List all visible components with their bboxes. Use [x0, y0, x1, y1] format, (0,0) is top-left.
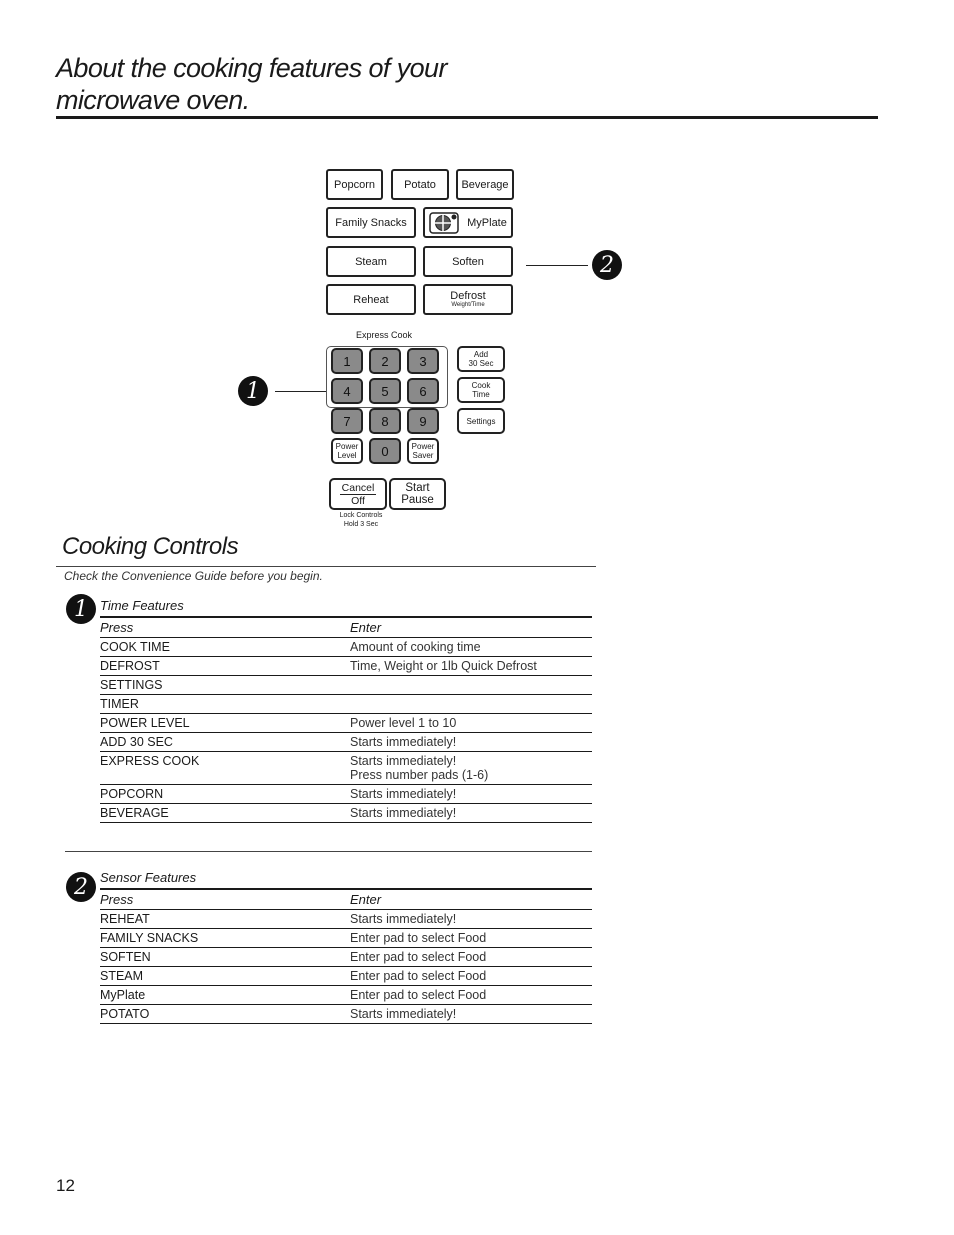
header-press: Press: [100, 620, 134, 635]
enter-cell: [350, 931, 592, 945]
enter-cell: [350, 754, 592, 782]
press-cell: MyPlate: [100, 988, 146, 1002]
enter-cell: [350, 697, 592, 711]
enter-text: Amount of cooking time: [350, 640, 481, 654]
enter-text: Power level 1 to 10: [350, 716, 457, 730]
off-key-label: Off: [351, 494, 365, 507]
myplate-key[interactable]: [423, 207, 513, 238]
defrost-key[interactable]: [423, 284, 513, 315]
table-header: [100, 616, 592, 638]
enter-cell: [350, 912, 592, 926]
table-row: [100, 948, 592, 967]
number-key-2[interactable]: 2: [369, 348, 401, 374]
table-row: [100, 638, 592, 657]
press-cell: BEVERAGE: [100, 806, 169, 820]
table-row: [100, 804, 592, 823]
table-row: [100, 1005, 592, 1024]
enter-text: Enter pad to select Food: [350, 931, 487, 945]
power-saver-key-label2: Saver: [412, 451, 434, 460]
press-cell: STEAM: [100, 969, 144, 983]
callout-2-badge: 2: [592, 250, 622, 280]
table-row: [100, 695, 592, 714]
add-30-sec-key-label1: Add: [473, 350, 489, 359]
section-intro: Check the Convenience Guide before you begin.: [64, 569, 323, 583]
enter-text: Time, Weight or 1lb Quick Defrost: [350, 659, 537, 673]
myplate-key-label: MyPlate: [467, 216, 507, 229]
beverage-key-label: Beverage: [461, 178, 509, 191]
time-features-table: [100, 596, 592, 823]
press-cell: ADD 30 SEC: [100, 735, 173, 749]
number-key-0[interactable]: 0: [369, 438, 401, 464]
number-key-8[interactable]: 8: [369, 408, 401, 434]
power-saver-key[interactable]: [407, 438, 439, 464]
table-row: [100, 714, 592, 733]
reheat-key-label: Reheat: [353, 293, 389, 306]
enter-cell: [350, 678, 592, 692]
start-key-label: Start: [405, 481, 430, 494]
table-row: [100, 785, 592, 804]
beverage-key[interactable]: [456, 169, 514, 200]
enter-text: [350, 697, 592, 711]
defrost-key-label: Defrost: [450, 290, 486, 302]
table-row: [100, 986, 592, 1005]
press-cell: SOFTEN: [100, 950, 151, 964]
sensor-features-badge: 2: [66, 872, 96, 902]
enter-text: Enter pad to select Food: [350, 950, 487, 964]
potato-key-label: Potato: [404, 178, 436, 191]
press-cell: SETTINGS: [100, 678, 163, 692]
table-row: [100, 752, 592, 785]
header-enter: Enter: [350, 892, 382, 907]
lock-controls-note-line2: Hold 3 Sec: [343, 521, 379, 528]
callout-1-badge: 1: [238, 376, 268, 406]
power-level-key-label1: Power: [335, 442, 359, 451]
enter-cell: [350, 969, 592, 983]
header-enter: Enter: [350, 620, 382, 635]
enter-text-line2: Press number pads (1-6): [350, 768, 489, 782]
enter-cell: [350, 806, 592, 820]
press-cell: EXPRESS COOK: [100, 754, 200, 768]
popcorn-key-label: Popcorn: [334, 178, 375, 191]
cook-time-key-label1: Cook: [471, 381, 491, 390]
enter-cell: [350, 787, 592, 801]
title-rule: [56, 116, 878, 119]
enter-text: Starts immediately!: [350, 912, 457, 926]
header-press: Press: [100, 892, 134, 907]
number-key-9[interactable]: 9: [407, 408, 439, 434]
callout-1-line: [275, 391, 326, 392]
enter-text: Starts immediately!: [350, 735, 457, 749]
enter-text: Enter pad to select Food: [350, 969, 487, 983]
time-features-badge: 1: [66, 594, 96, 624]
number-key-7[interactable]: 7: [331, 408, 363, 434]
steam-key[interactable]: [326, 246, 416, 277]
number-key-6[interactable]: 6: [407, 378, 439, 404]
callout-2-line: [526, 265, 588, 266]
page-title: [56, 52, 878, 116]
add-30-sec-key[interactable]: [457, 346, 505, 372]
sensor-features-title: Sensor Features: [100, 870, 197, 885]
page-number: 12: [56, 1176, 75, 1195]
press-cell: POPCORN: [100, 787, 164, 801]
enter-text: Starts immediately!: [350, 754, 457, 768]
number-key-3[interactable]: 3: [407, 348, 439, 374]
sensor-features-rows: [100, 910, 592, 1024]
enter-cell: [350, 640, 592, 654]
table-row: [100, 967, 592, 986]
press-cell: POWER LEVEL: [100, 716, 190, 730]
lock-controls-note-line1: Lock Controls: [339, 512, 383, 519]
enter-text: Starts immediately!: [350, 787, 457, 801]
settings-key-label: Settings: [466, 416, 496, 426]
sensor-features-table: [100, 868, 592, 1024]
soften-key-label: Soften: [452, 255, 484, 268]
start-pause-key[interactable]: [389, 478, 446, 510]
enter-text: [350, 678, 592, 692]
enter-cell: [350, 1007, 592, 1021]
press-cell: FAMILY SNACKS: [100, 931, 199, 945]
family-snacks-key[interactable]: [326, 207, 416, 238]
section-heading: Cooking Controls: [62, 533, 239, 560]
add-30-sec-key-label2: 30 Sec: [468, 359, 494, 368]
power-saver-key-label1: Power: [411, 442, 435, 451]
press-cell: TIMER: [100, 697, 139, 711]
press-cell: DEFROST: [100, 659, 160, 673]
soften-key[interactable]: [423, 246, 513, 277]
enter-cell: [350, 988, 592, 1002]
cancel-off-key[interactable]: [329, 478, 387, 510]
press-cell: COOK TIME: [100, 640, 170, 654]
page-title-line2: microwave oven.: [56, 85, 250, 115]
time-features-rows: [100, 638, 592, 823]
power-level-key-label2: Level: [337, 451, 357, 460]
steam-key-label: Steam: [355, 255, 387, 268]
number-key-1[interactable]: 1: [331, 348, 363, 374]
enter-cell: [350, 950, 592, 964]
settings-key[interactable]: [457, 408, 505, 434]
press-cell: REHEAT: [100, 912, 150, 926]
table-row: [100, 733, 592, 752]
press-cell: POTATO: [100, 1007, 150, 1021]
table-header: [100, 888, 592, 910]
myplate-icon: [429, 212, 459, 234]
number-key-4[interactable]: 4: [331, 378, 363, 404]
enter-text: Starts immediately!: [350, 806, 457, 820]
power-level-key[interactable]: [331, 438, 363, 464]
section-separator: [65, 851, 592, 852]
defrost-key-sublabel: Weight/Time: [451, 302, 485, 308]
reheat-key[interactable]: [326, 284, 416, 315]
express-cook-label: Express Cook: [355, 330, 413, 340]
enter-text: Starts immediately!: [350, 1007, 457, 1021]
table-row: [100, 676, 592, 695]
table-row: [100, 910, 592, 929]
enter-cell: [350, 659, 592, 673]
lock-controls-note: [326, 511, 396, 529]
number-key-5[interactable]: 5: [369, 378, 401, 404]
popcorn-key[interactable]: [326, 169, 383, 200]
table-row: [100, 657, 592, 676]
potato-key[interactable]: [391, 169, 449, 200]
enter-cell: [350, 735, 592, 749]
enter-cell: [350, 716, 592, 730]
cook-time-key[interactable]: [457, 377, 505, 403]
section-rule: [56, 566, 596, 567]
family-snacks-key-label: Family Snacks: [335, 216, 407, 229]
table-row: [100, 929, 592, 948]
cook-time-key-label2: Time: [472, 390, 490, 399]
time-features-title: Time Features: [100, 598, 184, 613]
page-title-line1: About the cooking features of your: [56, 53, 447, 83]
cancel-key-label: Cancel: [341, 481, 375, 494]
pause-key-label: Pause: [401, 494, 434, 506]
enter-text: Enter pad to select Food: [350, 988, 487, 1002]
